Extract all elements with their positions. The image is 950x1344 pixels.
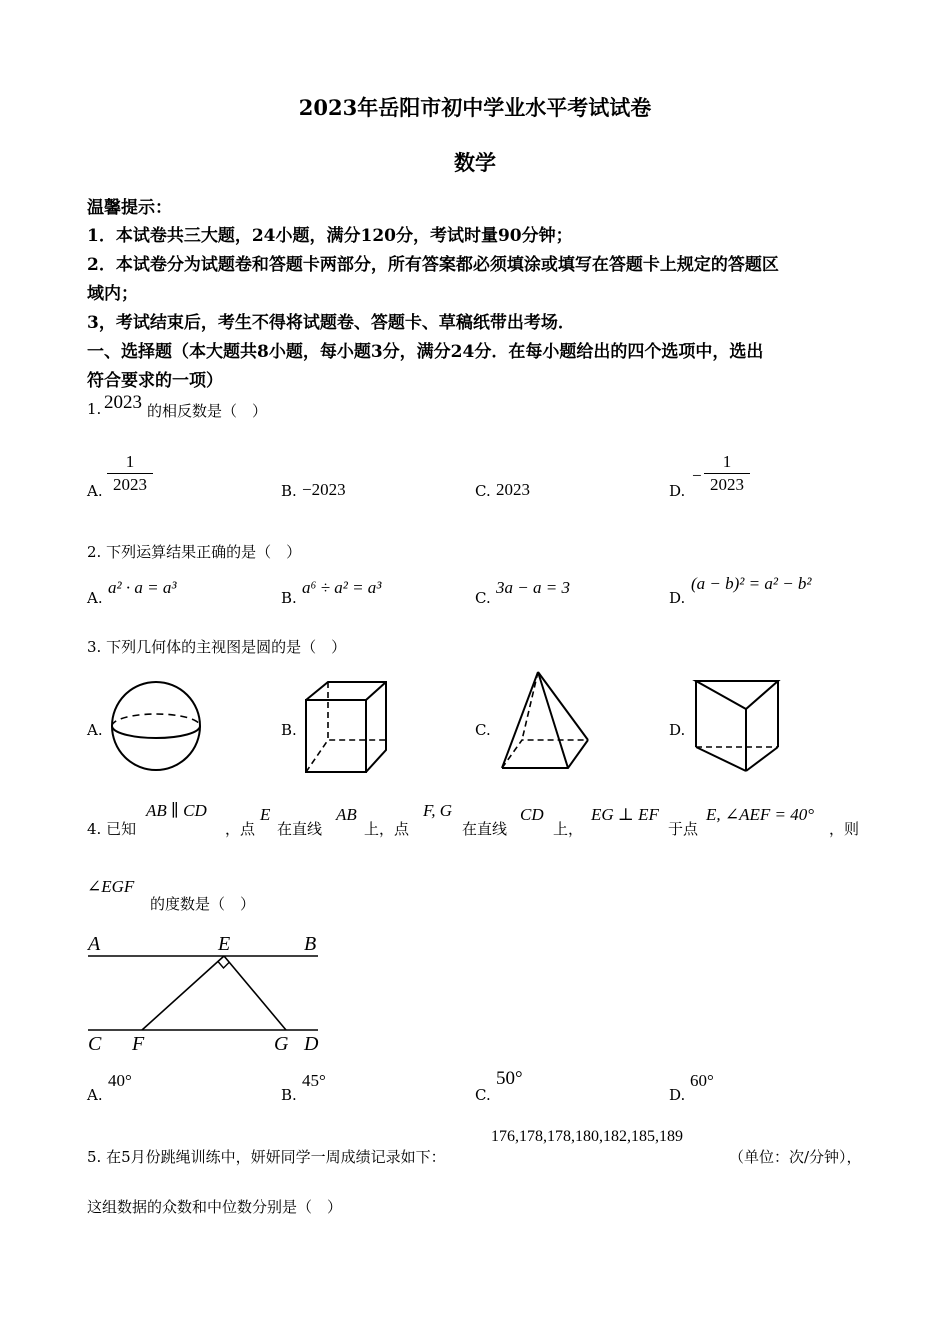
q2-option-a-expr: a² · a = a³	[108, 578, 177, 597]
q2-option-a-label: A.	[87, 589, 103, 607]
q3-stem: 3. 下列几何体的主视图是圆的是（ ）	[87, 638, 347, 656]
point-c-label: C	[88, 1033, 102, 1055]
fraction-bar	[704, 473, 750, 474]
q2-option-b-label: B.	[281, 589, 297, 607]
q4-math-angle-egf: ∠EGF	[87, 877, 135, 896]
q1-option-a-label: A.	[87, 482, 103, 500]
q4-math-e: E	[260, 805, 271, 824]
q4-text-6: 上，	[553, 820, 584, 838]
point-d-label: D	[304, 1033, 319, 1055]
q3-option-a-label: A.	[87, 721, 103, 739]
q1-option-c-label: C.	[475, 482, 491, 500]
sphere-figure	[108, 678, 204, 774]
notice-item-3: 3，考试结束后，考生不得将试题卷、答题卡、草稿纸带出考场．	[87, 313, 575, 333]
q4-text-2: ，点	[225, 820, 256, 838]
q2-stem: 2. 下列运算结果正确的是（ ）	[87, 543, 302, 561]
q1-option-d-numerator: 1	[722, 452, 732, 471]
q3-option-d-label: D.	[669, 721, 686, 739]
q2-option-d-expr: (a − b)² = a² − b²	[691, 574, 812, 593]
prism-figure	[692, 677, 784, 775]
q2-option-d-label: D.	[669, 589, 686, 607]
point-g-label: G	[274, 1033, 289, 1055]
q2-option-c-label: C.	[475, 589, 491, 607]
q4-math-angle-aef: E, ∠AEF = 40°	[706, 805, 815, 824]
q1-number: 1.	[87, 400, 102, 418]
q4-geometry-figure	[84, 932, 334, 1056]
q4-option-c-text: 50°	[496, 1068, 523, 1089]
q3-option-b-label: B.	[281, 721, 297, 739]
q4-text-9: 的度数是（ ）	[150, 895, 256, 913]
q4-math-cd: CD	[520, 805, 544, 824]
q4-text-1: 4. 已知	[87, 820, 137, 838]
q5-stem-line-2: 这组数据的众数和中位数分别是（ ）	[87, 1198, 343, 1216]
cube-figure	[302, 678, 392, 776]
point-e-label: E	[218, 933, 231, 955]
point-b-label: B	[304, 933, 317, 955]
q1-option-b-text: −2023	[302, 480, 346, 499]
section-1-heading-line-1: 一、选择题（本大题共8小题，每小题3分，满分24分．在每小题给出的四个选项中，选出	[87, 342, 764, 362]
q4-option-a-text: 40°	[108, 1071, 132, 1090]
q1-option-c-text: 2023	[496, 480, 530, 499]
q4-math-fg: F, G	[423, 801, 452, 820]
q1-option-d-label: D.	[669, 482, 686, 500]
q5-text-1: 5. 在5月份跳绳训练中，妍妍同学一周成绩记录如下：	[87, 1148, 446, 1166]
notice-item-1: 1．本试卷共三大题，24小题，满分120分，考试时量90分钟；	[87, 226, 573, 246]
q4-text-3: 在直线	[277, 820, 323, 838]
subject-title: 数学	[454, 150, 496, 175]
q4-option-b-text: 45°	[302, 1071, 326, 1090]
notice-item-2-line-2: 域内；	[87, 284, 138, 304]
q1-option-d-sign: −	[692, 466, 702, 485]
q4-math-ab-parallel-cd: AB ∥ CD	[146, 801, 207, 820]
q4-option-a-label: A.	[87, 1086, 103, 1104]
q1-option-a-denominator: 2023	[113, 475, 147, 494]
q5-data-values: 176,178,178,180,182,185,189	[491, 1128, 683, 1145]
page-title: 2023年岳阳市初中学业水平考试试卷	[298, 95, 652, 120]
q4-text-4: 上，点	[364, 820, 410, 838]
q4-option-d-label: D.	[669, 1086, 686, 1104]
section-1-heading-line-2: 符合要求的一项）	[87, 371, 223, 391]
q1-option-d-denominator: 2023	[710, 475, 744, 494]
q4-text-7: 于点	[668, 820, 699, 838]
q4-option-b-label: B.	[281, 1086, 297, 1104]
q2-option-b-expr: a⁶ ÷ a² = a³	[302, 578, 382, 597]
q1-option-b-label: B.	[281, 482, 297, 500]
fraction-bar	[107, 473, 153, 474]
q4-math-eg-perp-ef: EG ⊥ EF	[591, 805, 659, 824]
q1-value: 2023	[104, 392, 142, 413]
q5-text-2: （单位：次/分钟），	[729, 1148, 862, 1166]
notice-item-2-line-1: 2．本试卷分为试题卷和答题卡两部分，所有答案都必须填涂或填写在答题卡上规定的答题区	[87, 255, 779, 275]
q4-math-ab: AB	[336, 805, 357, 824]
point-a-label: A	[88, 933, 101, 955]
q1-option-a-fraction	[107, 452, 153, 495]
q4-option-d-text: 60°	[690, 1071, 714, 1090]
q4-option-c-label: C.	[475, 1086, 491, 1104]
point-f-label: F	[132, 1033, 145, 1055]
q4-text-8: ，则	[829, 820, 860, 838]
q1-option-a-numerator: 1	[125, 452, 135, 471]
q1-option-d-fraction	[704, 452, 750, 495]
notice-heading: 温馨提示：	[87, 198, 172, 218]
pyramid-figure	[498, 668, 594, 774]
q3-option-c-label: C.	[475, 721, 491, 739]
q2-option-c-expr: 3a − a = 3	[496, 578, 570, 597]
q1-stem: 的相反数是（ ）	[147, 402, 268, 420]
q4-text-5: 在直线	[462, 820, 508, 838]
